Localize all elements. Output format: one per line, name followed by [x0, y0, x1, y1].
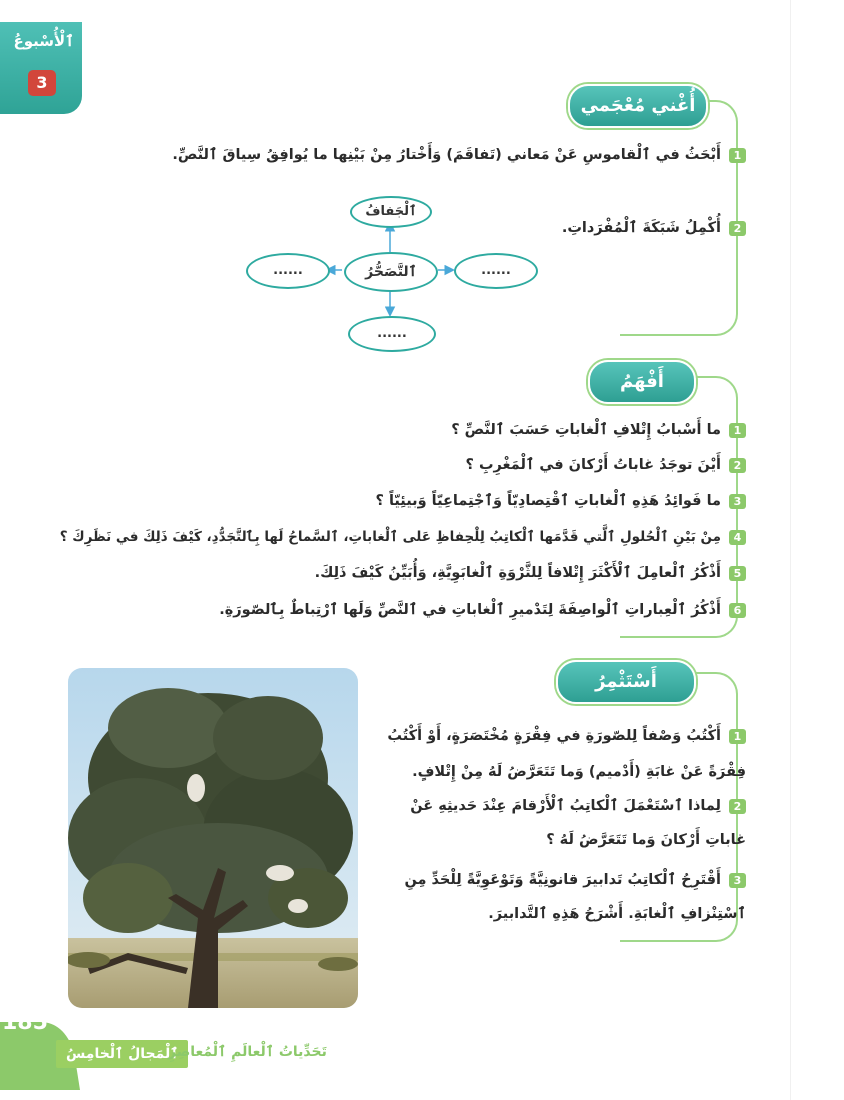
section-title-vocabulary: أُغْني مُعْجَمي [568, 84, 708, 128]
question-number: 4 [729, 530, 746, 545]
question-text: ما فَوائِدُ هَذِهِ ٱلْغاباتِ ٱقْتِصادِيّاً وَٱجْتِماعِيّاً وَبيئِيّاً ؟ [375, 493, 721, 509]
question-number: 5 [729, 566, 746, 581]
oval-center: ٱلتَّصَحُّرُ [344, 252, 438, 292]
question-continuation: غاباتِ أَرْكانَ وَما تَتَعَرَّضُ لَهُ ؟ [546, 832, 746, 848]
question-number: 3 [729, 494, 746, 509]
question-continuation: فِقْرَةً عَنْ غابَةِ (أَدْميم) وَما تَتَعَرَّضُ لَهُ مِنْ إِتْلافٍ. [412, 764, 746, 780]
footer-theme-label: تَحَدِّياتُ ٱلْعالَمِ ٱلْمُعاصِرِ [168, 1044, 327, 1060]
question-text: أَيْنَ توجَدُ غاباتُ أَرْكانَ في ٱلْمَغْرِبِ ؟ [465, 457, 721, 473]
question-item-line [410, 798, 746, 814]
footer-domain-label: ٱلْمَجالُ ٱلْخامِسُ [56, 1040, 188, 1068]
question-text: أَقْتَرِحُ ٱلْكاتِبُ تَدابيرَ قانونِيَّةً وَتَوْعَوِيَّةً لِلْحَدِّ مِنِ [404, 872, 721, 888]
question-text: أَكْتُبُ وَصْفاً لِلصّورَةِ في فِقْرَةٍ مُخْتَصَرَةٍ، أَوْ أَكْتُبُ [387, 728, 721, 744]
question-text: مِنْ بَيْنِ ٱلْحُلولِ ٱلَّتي قَدَّمَها ٱلْكاتِبُ لِلْحِفاظِ عَلى ٱلْغاباتِ، ٱلسَّماحُ لَها بِٱلتَّجَدُّدِ، كَيْفَ ذَلِكَ في نَظَرِكَ ؟ [59, 529, 721, 545]
page-number: 185 [2, 1010, 48, 1035]
question-item [219, 602, 746, 618]
question-text: أَذْكُرُ ٱلْعامِلَ ٱلْأَكْثَرَ إِتْلافاً لِلثَّرْوَةِ ٱلْغابَوِيَّةِ، وَأُبَيِّنُ كَيْفَ ذَلِكَ. [314, 565, 721, 581]
week-label: ٱلْأُسْبوعُ [13, 32, 74, 50]
oval-left: ...... [246, 253, 330, 289]
question-item [375, 493, 746, 509]
section-title-application: أَسْتَثْمِرُ [556, 660, 696, 704]
section-frame-vocabulary [620, 100, 738, 336]
oval-right: ...... [454, 253, 538, 289]
question-item [451, 422, 746, 438]
question-text: أَذْكُرُ ٱلْعِباراتِ ٱلْواصِفَةَ لِتَدْميرِ ٱلْغاباتِ في ٱلنَّصِّ وَلَها ٱرْتِباطٌ بِٱلصّورَةِ. [219, 602, 721, 618]
question-continuation: ٱسْتِنْزافِ ٱلْغابَةِ. أَشْرَحُ هَذِهِ ٱلتَّدابيرَ. [488, 906, 746, 922]
page-edge [790, 0, 791, 1100]
week-number: 3 [28, 70, 56, 96]
question-text: أَبْحَثُ في ٱلْقاموسِ عَنْ مَعاني (تَفاقَمَ) وَأَخْتارُ مِنْ بَيْنِها ما يُوافِقُ سِياقَ ٱلنَّصِّ. [172, 147, 721, 163]
week-tab [0, 22, 82, 114]
question-number: 2 [729, 221, 746, 236]
question-number: 6 [729, 603, 746, 618]
question-item-line [387, 728, 746, 744]
question-item [172, 147, 746, 163]
question-item [562, 220, 746, 236]
question-item [60, 529, 746, 545]
question-text: أُكْمِلُ شَبَكَةَ ٱلْمُفْرَداتِ. [561, 220, 721, 236]
question-number: 2 [729, 458, 746, 473]
question-number: 3 [729, 873, 746, 888]
question-number: 1 [729, 729, 746, 744]
question-text: ما أَسْبابُ إِتْلافِ ٱلْغاباتِ حَسَبَ ٱلنَّصِّ ؟ [451, 422, 721, 438]
question-number: 1 [729, 148, 746, 163]
word-network-diagram [240, 190, 540, 360]
question-item [465, 457, 746, 473]
section-title-comprehension: أَفْهَمُ [588, 360, 696, 404]
question-number: 2 [729, 799, 746, 814]
oval-top: ٱلْجَفافُ [350, 196, 432, 228]
oval-bottom: ...... [348, 316, 436, 352]
question-number: 1 [729, 423, 746, 438]
argan-tree-photo [68, 668, 358, 1008]
question-item [315, 565, 746, 581]
question-text: لِماذا ٱسْتَعْمَلَ ٱلْكاتِبُ ٱلْأَرْقامَ عِنْدَ حَديثِهِ عَنْ [410, 798, 721, 814]
question-item-line [404, 872, 746, 888]
